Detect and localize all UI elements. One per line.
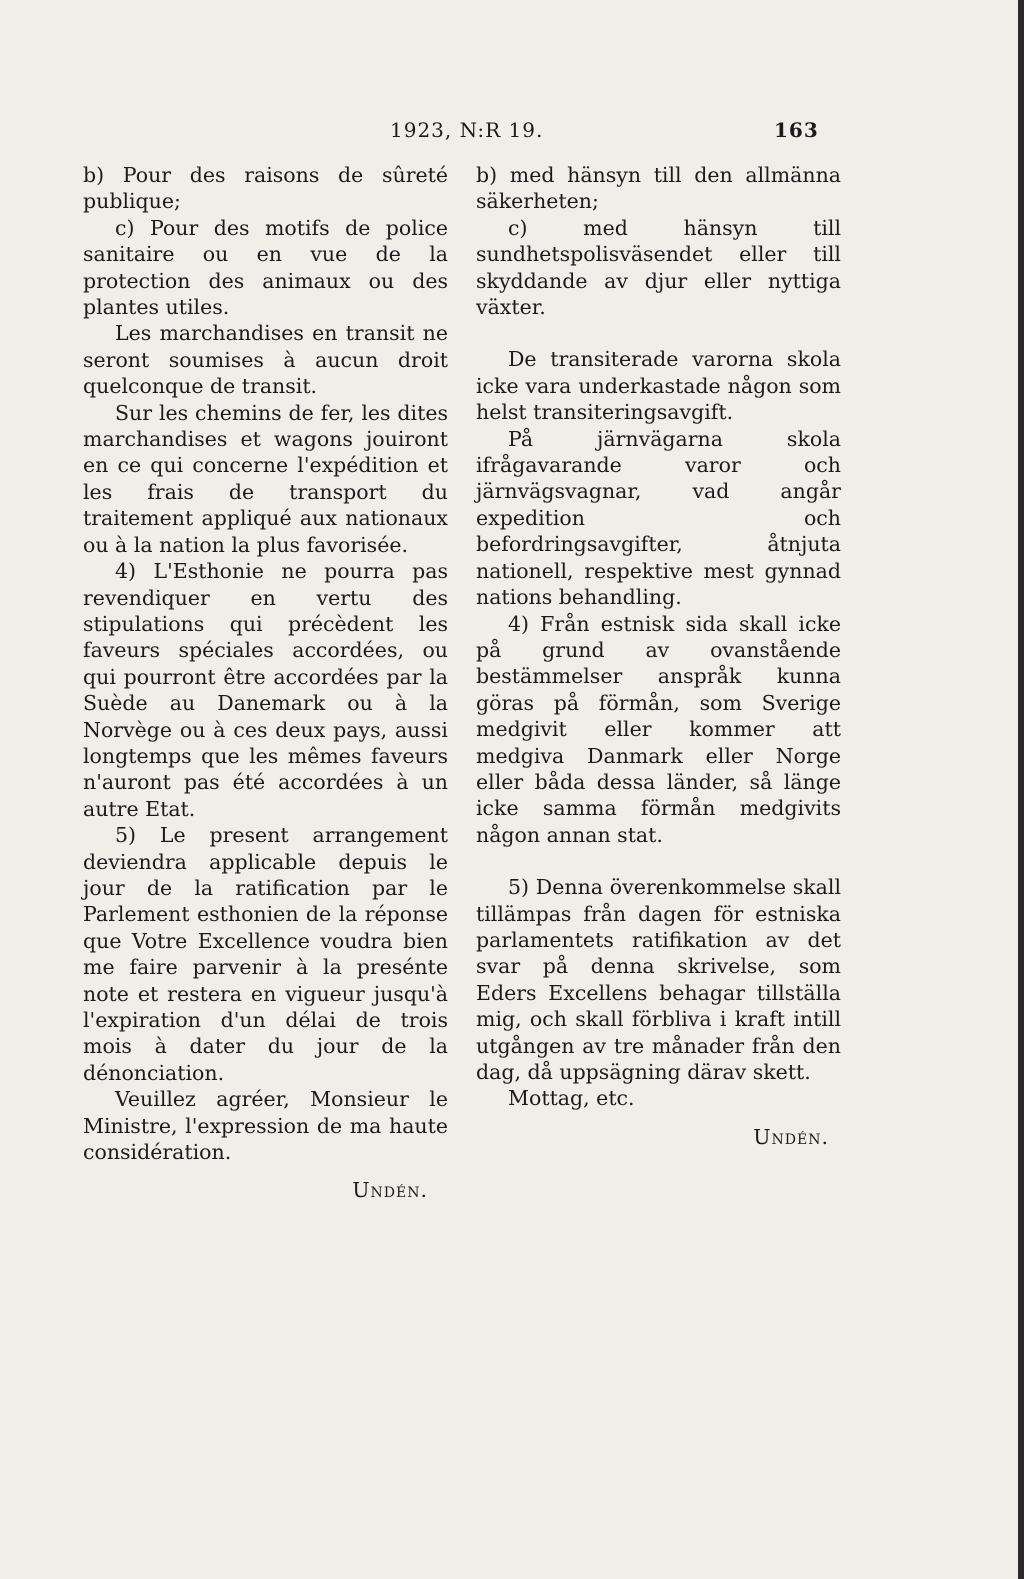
paragraph-gap [476,320,841,346]
swedish-closing: Mottag, etc. [508,1086,635,1111]
swedish-paragraph-4: 4) Från estnisk sida skall icke på grund av ovanstående bestämmelser anspråk kunna göras på förmån, som Sverige medgivit eller kommer att medgiva Danmark eller Norge eller båda dessa länder, så länge icke samma förmån medgivits någon annan stat. [476,611,841,847]
french-signature: Undén. [352,1178,428,1203]
french-closing: Veuillez agréer, Monsieur le Ministre, l'expression de ma haute considération. [83,1087,448,1165]
french-paragraph-b: b) Pour des raisons de sûreté publique; [83,163,448,214]
swedish-paragraph-c: c) med hänsyn till sundhetspolisväsendet eller till skyddande av djur eller nyttiga växter. [476,215,841,320]
swedish-paragraph-railways: På järnvägarna skola ifrågavarande varor och järnvägsvagnar, vad angår expedition och befordringsavgifter, åtnjuta nationell, respektive mest gynnad nations behandling. [476,426,841,610]
swedish-paragraph-b: b) med hänsyn till den allmänna säkerheten; [476,163,841,214]
swedish-paragraph-transit-fee: De transiterade varorna skola icke vara underkastade någon som helst transiteringsavgift. [476,347,841,425]
french-paragraph-4: 4) L'Esthonie ne pourra pas revendiquer en vertu des stipulations qui précèdent les faveurs spéciales accordées, ou qui pourront être accordées par la Suède au Danemark ou à la Norvège ou à ces deux pays, aussi longtemps que les mêmes faveurs n'auront pas été accordées à un autre Etat. [83,559,448,821]
french-paragraph-railways: Sur les chemins de fer, les dites marchandises et wagons jouiront en ce qui concerne l'expédition et les frais de transport du traitement appliqué aux nationaux ou à la nation la plus favorisée. [83,400,448,557]
french-column [83,162,448,1204]
paragraph-gap [476,848,841,874]
swedish-signature: Undén. [753,1124,829,1149]
french-paragraph-transit-duty: Les marchandises en transit ne seront soumises à aucun droit quelconque de transit. [83,321,448,399]
french-paragraph-c: c) Pour des motifs de police sanitaire ou en vue de la protection des animaux ou des plantes utiles. [83,215,448,320]
french-paragraph-5: 5) Le present arrangement deviendra applicable depuis le jour de la ratification par le Parlement esthonien de la réponse que Votre Excellence voudra bien me faire parvenir à la presénte note et restera en vigueur jusqu'à l'expiration d'un délai de trois mois à dater du jour de la dénonciation. [83,823,448,1085]
swedish-paragraph-5: 5) Denna överenkommelse skall tillämpas från dagen för estniska parlamentets ratifikation av det svar på denna skrivelse, som Eders Excellens behagar tillställa mig, och skall förbliva i kraft intill utgången av tre månader från den dag, då uppsägning därav skett. [476,875,841,1084]
header-year-number: 1923, N:R 19. [390,118,544,142]
swedish-column [476,162,841,1150]
page-number: 163 [774,118,819,142]
